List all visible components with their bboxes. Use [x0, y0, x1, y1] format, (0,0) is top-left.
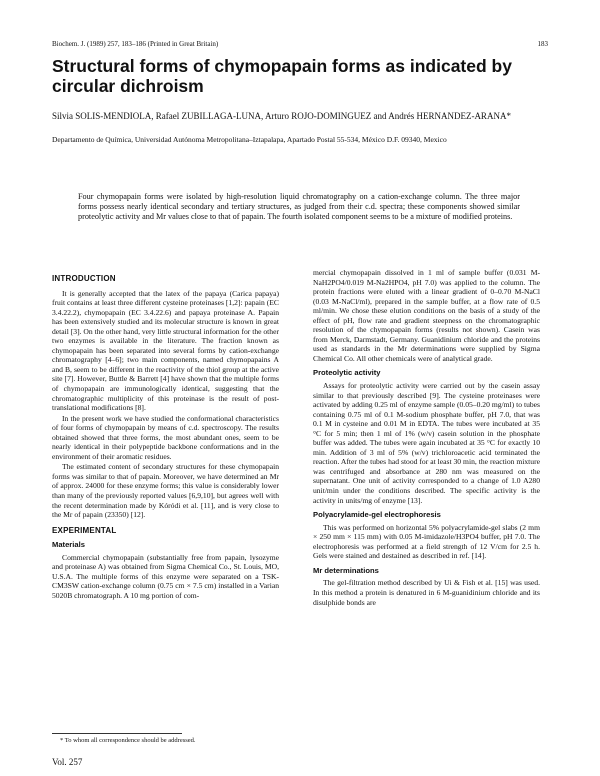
- introduction-heading: INTRODUCTION: [52, 274, 116, 283]
- footnote-rule: [52, 733, 182, 734]
- authors: Silvia SOLIS-MENDIOLA, Rafael ZUBILLAGA-LUNA, Arturo ROJO-DOMINGUEZ and Andrés HERNANDEZ-ARANA*: [52, 111, 511, 121]
- left-column: [52, 268, 279, 602]
- affiliation: Departamento de Química, Universidad Autónoma Metropolitana–Iztapalapa, Apartado Postal 55-534, México D.F. 09340, Mexico: [52, 135, 447, 144]
- intro-paragraph-2: In the present work we have studied the conformational characteristics of four forms of chymopapain by means of c.d. spectroscopy. The results obtained showed that three forms, the most abundant ones, seem to be nearly identical in their polypeptide backbone conformations and in the environment of their aromatic residues.: [52, 413, 279, 461]
- intro-paragraph-1: It is generally accepted that the latex of the papaya (Carica papaya) fruit contains at least three different cysteine proteinases [1,2]: papain (EC 3.4.22.2), chymopapain (EC 3.4.22.6) and papaya proteinase A. Papain has been extensively studied and its molecular structure is known in great detail [3]. On the other hand, very little structural information for the other two enzymes is available in the literature. The fraction known as chymopapain has been separated into several forms by cation-exchange chromatography [4–6]; two main components, named chymopapains A and B, seem to be different in the reactivity of the thiol group at the active site [7]. However, Buttle & Barrett [4] have shown that the multiple forms of chymopapain are immunologically identical, suggesting that the chromatographic multiplicity of this proteinase is the result of post-translational modifications [8].: [52, 288, 279, 413]
- intro-paragraph-3: The estimated content of secondary structures for these chymopapain forms was similar to that of papain. Moreover, we have determined an Mr of approx. 24000 for these enzyme forms; this value is considerably lower than many of the previously reported values [6,9,10], but agrees well with the recent determination made by Kóródi et al. [11], and is very close to the Mr of papain (23350) [12].: [52, 462, 279, 520]
- electrophoresis-heading: Polyacrylamide-gel electrophoresis: [313, 510, 441, 520]
- materials-heading: Materials: [52, 540, 85, 550]
- journal-citation: Biochem. J. (1989) 257, 183–186 (Printed in Great Britain): [52, 40, 219, 48]
- footnote: * To whom all correspondence should be addressed.: [60, 737, 196, 744]
- electrophoresis-paragraph: This was performed on horizontal 5% polyacrylamide-gel slabs (2 mm × 250 mm × 115 mm) with 0.05 M-imidazole/H3PO4 buffer, pH 7.0. The electrophoresis was performed at a field strength of 12 V/cm for 2.5 h. Gels were stained and destained as described in ref. [14].: [313, 522, 540, 561]
- proteolytic-activity-paragraph: Assays for proteolytic activity were carried out by the casein assay similar to that previously described [9]. The cysteine proteinases were activated by adding 0.25 ml of enzyme sample (0.05–0.20 mg/ml) to tubes containing 0.75 ml of 0.1 M-sodium phosphate buffer, pH 7.0, that was 0.1 M in cysteine and 0.01 M in EDTA. The tubes were incubated at 35 °C for 5 min; then 1 ml of 1% (w/v) casein solution in the phosphate buffer was added. The tubes were again incubated at 35 °C for exactly 10 min. Addition of 3 ml of 5% (w/v) trichloroacetic acid terminated the reaction. After the tubes had stood for at least 30 min, the reaction mixture was centrifuged and absorbance at 280 nm was measured on the supernatant. One unit of activity corresponded to a change of 1.0 A280 unit/min under the conditions described. The specific activity is the activity in units/mg of enzyme [13].: [313, 381, 540, 505]
- running-header: [52, 40, 548, 52]
- mr-determinations-heading: Mr determinations: [313, 565, 379, 575]
- materials-continued: mercial chymopapain dissolved in 1 ml of sample buffer (0.031 M-NaH2PO4/0.019 M-Na2HPO4, pH 7.0) was applied to the column. The protein fractions were eluted with a linear gradient of 0–0.70 M-NaCl (0.03 M-NaCl/ml), prepared in the sample buffer, at a flow rate of 0.5 ml/min. We chose these elution conditions on the basis of a study of the effect of pH, flow rate and gradient steepness on the chromatographic resolution of the chymopapain forms (results not shown). Casein was from Merck, Darmstadt, Germany. Guanidinium chloride and the proteins used as standards in the Mr determinations were supplied by Sigma Chemical Co. All other chemicals were of analytical grade.: [313, 268, 540, 363]
- materials-paragraph: Commercial chymopapain (substantially free from papain, lysozyme and proteinase A) was obtained from Sigma Chemical Co., St. Louis, MO, U.S.A. The multiple forms of this enzyme were separated on a TSK-CM3SW cation-exchange column (0.75 cm × 7.5 cm) installed in a Varian 5020B chromatograph. A 10 mg portion of com-: [52, 552, 279, 600]
- volume-label: Vol. 257: [52, 757, 83, 767]
- right-column: [313, 268, 540, 608]
- article-title: Structural forms of chymopapain forms as indicated by circular dichroism: [52, 56, 512, 96]
- page-number: 183: [537, 40, 548, 48]
- experimental-heading: EXPERIMENTAL: [52, 525, 117, 535]
- proteolytic-activity-heading: Proteolytic activity: [313, 368, 381, 378]
- mr-determinations-paragraph: The gel-filtration method described by Ui & Fish et al. [15] was used. In this method a protein is denatured in 6 M-guanidinium chloride and its disulphide bonds are: [313, 578, 540, 607]
- abstract: Four chymopapain forms were isolated by high-resolution liquid chromatography on a cation-exchange column. The three major forms possess nearly identical secondary and tertiary structures, as judged from their c.d. spectra; these components showed similar proteolytic activity and Mr values close to that of papain. The fourth isolated component seems to be a mixture of modified proteins.: [78, 192, 520, 222]
